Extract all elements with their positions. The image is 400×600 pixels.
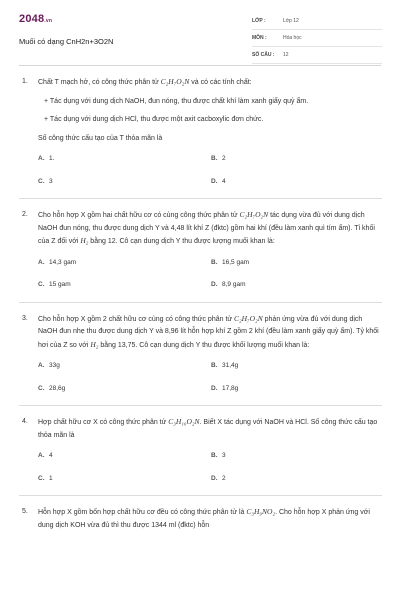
option-letter: D.: [211, 384, 218, 392]
stem-text: Chất T mạch hở, có công thức phân tử: [38, 79, 161, 86]
option-b[interactable]: [211, 257, 384, 270]
option-text: 8,9 gam: [222, 281, 246, 288]
option-b[interactable]: [211, 153, 384, 166]
option-letter: A.: [38, 452, 45, 459]
option-letter: B.: [211, 155, 218, 162]
question-stem: [38, 209, 382, 249]
chemical-formula: C₂H₇O₂N: [234, 313, 263, 323]
chemical-formula: H₂: [90, 339, 99, 349]
option-c[interactable]: [38, 176, 211, 189]
answer-options: [38, 360, 382, 395]
option-text: 2: [222, 155, 226, 162]
option-d[interactable]: [211, 176, 384, 189]
question-4: [0, 416, 400, 485]
chemical-formula: C₃H₁₀O₂N: [168, 417, 200, 426]
question-number: 1.: [22, 78, 28, 85]
option-text: 33g: [49, 362, 60, 369]
question-5: [0, 506, 400, 532]
question-number: 5.: [22, 508, 28, 515]
option-letter: D.: [211, 474, 218, 482]
option-c[interactable]: [38, 383, 211, 396]
worksheet-title: Muối có dạng CnH2n+3O2N: [19, 37, 114, 46]
option-text: 3: [222, 452, 226, 459]
logo-text: 2048: [19, 13, 45, 25]
answer-options: [38, 450, 382, 485]
property-line-2: + Tác dụng với dung dịch HCl, thu được một axit cacboxylic đơn chức.: [44, 116, 264, 123]
meta-value: 12: [283, 52, 289, 58]
answer-options: [38, 257, 382, 292]
chemical-formula: C₂H₇O₂N: [160, 77, 190, 86]
question-3: [0, 313, 400, 396]
meta-label: LỚP :: [252, 18, 266, 24]
question-divider: [19, 495, 382, 496]
chemical-formula: C₃H₉NO₂: [246, 507, 276, 516]
question-stem: [38, 416, 382, 442]
question-divider: [19, 302, 382, 303]
option-letter: D.: [211, 177, 218, 185]
stem-text: bằng 13,75. Cô cạn dung dịch Y thu được khối lượng muối khan là:: [98, 341, 310, 349]
question-number: 4.: [22, 418, 28, 425]
stem-text: Cho hỗn hợp X gồm 2 chất hữu cơ cùng có công thức phân tử: [38, 315, 235, 323]
meta-row-class: [252, 13, 382, 30]
option-text: 17,8g: [222, 384, 239, 392]
stem-text: bằng 12. Cô cạn dung dịch Y thu được lượng muối khan là:: [88, 238, 275, 245]
stem-text: Hợp chất hữu cơ X có công thức phân tử: [38, 419, 169, 426]
stem-text: Hỗn hợp X gồm bốn hợp chất hữu cơ đều có công thức phân tử là: [38, 509, 247, 516]
stem-text: và có các tính chất:: [189, 79, 252, 86]
stem-text: . Biết X tác dụng với NaOH và HCl. Số công thức cấu tạo thỏa mãn là: [38, 419, 378, 439]
chemical-formula: H₂: [80, 236, 89, 245]
logo-suffix: .vn: [44, 18, 53, 24]
question-list: [0, 76, 400, 538]
stem-text: . Cho hỗn hợp X phản ứng với dung dịch KOH vừa đủ thì thu được 1344 ml (đktc) hỗn: [38, 509, 370, 529]
option-text: 31,4g: [222, 362, 239, 369]
option-text: 4: [49, 452, 53, 459]
meta-table: [252, 13, 382, 64]
question-stem: [38, 506, 382, 532]
option-d[interactable]: [211, 473, 384, 486]
option-a[interactable]: [38, 153, 211, 166]
meta-label: MÔN :: [252, 35, 267, 41]
question-stem: [38, 76, 382, 90]
question-2: [0, 209, 400, 292]
option-letter: B.: [211, 362, 218, 369]
question-divider: [19, 405, 382, 406]
option-text: 14,3 gam: [49, 258, 77, 266]
option-letter: D.: [211, 281, 218, 288]
question-divider: [19, 198, 382, 199]
option-letter: C.: [38, 384, 45, 392]
stem-text: Cho hỗn hợp X gồm hai chất hữu cơ có cùng công thức phân tử: [38, 212, 240, 219]
option-letter: A.: [38, 155, 45, 162]
question-number: 2.: [22, 211, 28, 218]
option-d[interactable]: [211, 279, 384, 292]
question-stem: [38, 313, 382, 353]
meta-value: Lớp 12: [283, 18, 299, 24]
question-number: 3.: [22, 314, 28, 322]
option-b[interactable]: [211, 360, 384, 373]
option-letter: A.: [38, 258, 45, 266]
question-ask: Số công thức cấu tạo của T thỏa mãn là: [38, 134, 163, 142]
option-a[interactable]: [38, 450, 211, 463]
option-text: 28,6g: [49, 384, 66, 392]
option-letter: C.: [38, 177, 45, 185]
meta-label: SỐ CÂU :: [252, 52, 275, 58]
option-text: 15 gam: [49, 281, 71, 288]
option-a[interactable]: [38, 257, 211, 270]
option-letter: B.: [211, 258, 218, 266]
header-divider: [19, 65, 381, 66]
option-letter: A.: [38, 362, 45, 369]
option-a[interactable]: [38, 360, 211, 373]
stem-text: phản ứng vừa đủ với dung dịch NaOH đun nhẹ thu được dung dịch Y và 8,96 lít hỗn hợp khí Z gồm 2 khí (đều làm xanh giấy quỳ ẩm). Tỷ khối hơi của Z so với: [38, 315, 379, 349]
option-c[interactable]: [38, 279, 211, 292]
meta-row-count: [252, 47, 382, 64]
option-text: 1.: [49, 155, 55, 162]
property-line-1: + Tác dụng với dung dịch NaOH, đun nóng, thu được chất khí làm xanh giấy quỳ ẩm.: [44, 97, 309, 105]
option-letter: B.: [211, 452, 218, 459]
worksheet-header: [0, 0, 400, 62]
stem-text: tác dụng vừa đủ với dung dịch NaOH đun nóng, thu được dung dịch Y và 4,48 lít khí Z (đktc) gồm hai khí (đều làm xanh quì tím ẩm). Tỉ khối của Z đối với: [38, 212, 375, 245]
option-text: 2: [222, 474, 226, 482]
answer-options: [38, 153, 382, 188]
option-letter: C.: [38, 474, 45, 482]
option-c[interactable]: [38, 473, 211, 486]
meta-row-subject: [252, 30, 382, 47]
meta-value: Hóa học: [283, 35, 302, 41]
chemical-formula: C₂H₇O₂N: [239, 210, 269, 219]
site-logo[interactable]: [19, 13, 52, 25]
option-b[interactable]: [211, 450, 384, 463]
option-letter: C.: [38, 281, 45, 288]
option-d[interactable]: [211, 383, 384, 396]
question-1: [0, 76, 400, 188]
option-text: 3: [49, 177, 53, 185]
option-text: 4: [222, 177, 226, 185]
option-text: 16,5 gam: [222, 258, 250, 266]
option-text: 1: [49, 474, 53, 482]
